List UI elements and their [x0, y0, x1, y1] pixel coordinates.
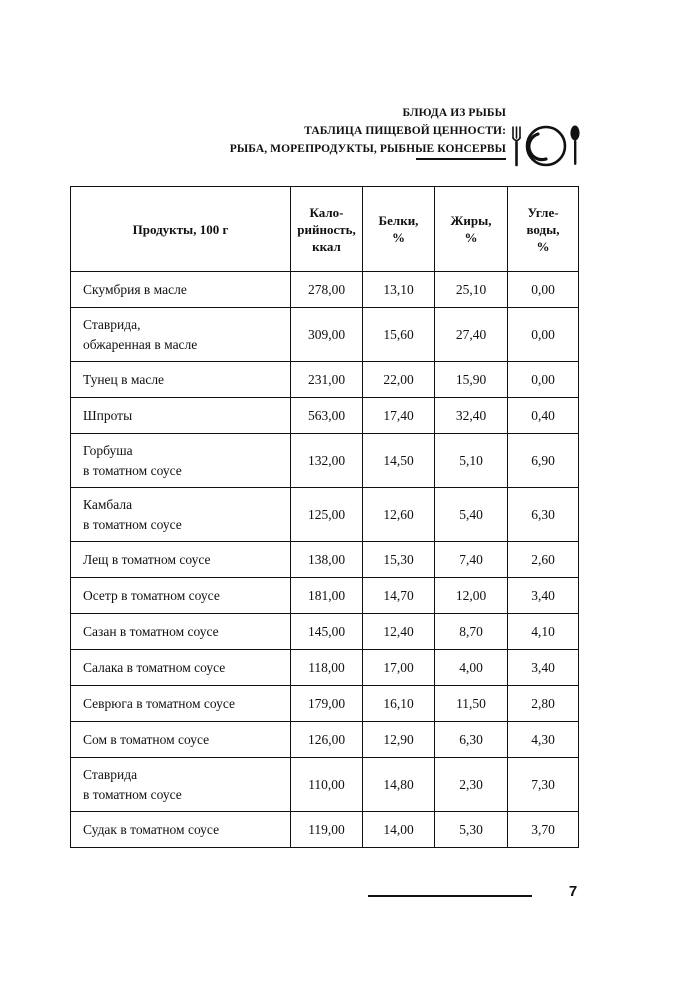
- cell-product: Лещ в томатном соусе: [71, 542, 291, 578]
- cell-product: Ставрида, обжаренная в масле: [71, 308, 291, 362]
- cell-product: Камбала в томатном соусе: [71, 488, 291, 542]
- cell-carbs: 3,70: [508, 812, 579, 848]
- cell-protein: 22,00: [363, 362, 435, 398]
- cell-fat: 2,30: [435, 758, 508, 812]
- cell-protein: 12,40: [363, 614, 435, 650]
- cell-carbs: 0,00: [508, 308, 579, 362]
- cell-carbs: 4,30: [508, 722, 579, 758]
- cell-product: Сом в томатном соусе: [71, 722, 291, 758]
- cell-product: Салака в томатном соусе: [71, 650, 291, 686]
- cell-fat: 5,40: [435, 488, 508, 542]
- cell-product: Горбуша в томатном соусе: [71, 434, 291, 488]
- table-row: [71, 758, 579, 812]
- header-chapter-title: БЛЮДА ИЗ РЫБЫ: [402, 107, 506, 119]
- cell-calories: 119,00: [291, 812, 363, 848]
- fork-icon: [513, 127, 520, 165]
- cell-product: Ставрида в томатном соусе: [71, 758, 291, 812]
- cell-fat: 8,70: [435, 614, 508, 650]
- table-row: [71, 362, 579, 398]
- cell-calories: 110,00: [291, 758, 363, 812]
- cell-calories: 181,00: [291, 578, 363, 614]
- cell-fat: 11,50: [435, 686, 508, 722]
- cell-fat: 4,00: [435, 650, 508, 686]
- table-header-row: [71, 187, 579, 272]
- column-header-carbs: Угле- воды, %: [508, 187, 579, 272]
- cell-calories: 278,00: [291, 272, 363, 308]
- cell-fat: 27,40: [435, 308, 508, 362]
- table-row: [71, 308, 579, 362]
- spoon-icon: [570, 126, 579, 166]
- cell-product: Осетр в томатном соусе: [71, 578, 291, 614]
- fork-plate-spoon-icon: [508, 121, 588, 169]
- cell-calories: 231,00: [291, 362, 363, 398]
- cell-carbs: 2,80: [508, 686, 579, 722]
- cell-calories: 118,00: [291, 650, 363, 686]
- cell-product: Севрюга в томатном соусе: [71, 686, 291, 722]
- cell-product: Скумбрия в масле: [71, 272, 291, 308]
- header-subsection-title: РЫБА, МОРЕПРОДУКТЫ, РЫБНЫЕ КОНСЕРВЫ: [229, 143, 506, 155]
- running-header: [200, 104, 506, 158]
- cell-fat: 15,90: [435, 362, 508, 398]
- column-header-product: Продукты, 100 г: [71, 187, 291, 272]
- cell-calories: 132,00: [291, 434, 363, 488]
- cell-protein: 15,30: [363, 542, 435, 578]
- cell-carbs: 2,60: [508, 542, 579, 578]
- cell-fat: 5,30: [435, 812, 508, 848]
- cell-calories: 145,00: [291, 614, 363, 650]
- cell-fat: 25,10: [435, 272, 508, 308]
- cell-protein: 12,60: [363, 488, 435, 542]
- header-section-title: ТАБЛИЦА ПИЩЕВОЙ ЦЕННОСТИ:: [304, 125, 506, 137]
- cell-fat: 7,40: [435, 542, 508, 578]
- plate-icon: [527, 127, 565, 165]
- cell-product: Сазан в томатном соусе: [71, 614, 291, 650]
- cell-protein: 14,50: [363, 434, 435, 488]
- table-row: [71, 578, 579, 614]
- cell-fat: 6,30: [435, 722, 508, 758]
- cell-calories: 138,00: [291, 542, 363, 578]
- cell-carbs: 0,00: [508, 272, 579, 308]
- nutrition-table: [70, 186, 579, 848]
- column-header-calories: Кало- рийность, ккал: [291, 187, 363, 272]
- cell-carbs: 7,30: [508, 758, 579, 812]
- table-row: [71, 650, 579, 686]
- cell-protein: 16,10: [363, 686, 435, 722]
- cell-carbs: 4,10: [508, 614, 579, 650]
- cell-carbs: 0,00: [508, 362, 579, 398]
- cell-protein: 17,40: [363, 398, 435, 434]
- cell-fat: 32,40: [435, 398, 508, 434]
- cell-fat: 5,10: [435, 434, 508, 488]
- cell-calories: 563,00: [291, 398, 363, 434]
- cell-calories: 179,00: [291, 686, 363, 722]
- cell-protein: 17,00: [363, 650, 435, 686]
- cell-fat: 12,00: [435, 578, 508, 614]
- page-number: 7: [568, 883, 578, 900]
- cell-calories: 125,00: [291, 488, 363, 542]
- cell-protein: 13,10: [363, 272, 435, 308]
- cell-protein: 14,80: [363, 758, 435, 812]
- cell-calories: 309,00: [291, 308, 363, 362]
- header-underline: [416, 158, 506, 160]
- table-row: [71, 812, 579, 848]
- cell-carbs: 6,90: [508, 434, 579, 488]
- column-header-fat: Жиры, %: [435, 187, 508, 272]
- cell-carbs: 0,40: [508, 398, 579, 434]
- cell-carbs: 3,40: [508, 650, 579, 686]
- table-row: [71, 434, 579, 488]
- table-row: [71, 542, 579, 578]
- table-row: [71, 272, 579, 308]
- table-body: [71, 272, 579, 848]
- cell-protein: 15,60: [363, 308, 435, 362]
- table-row: [71, 722, 579, 758]
- column-header-protein: Белки, %: [363, 187, 435, 272]
- table-row: [71, 398, 579, 434]
- cell-protein: 14,70: [363, 578, 435, 614]
- cell-carbs: 3,40: [508, 578, 579, 614]
- cell-product: Шпроты: [71, 398, 291, 434]
- table-row: [71, 614, 579, 650]
- cell-carbs: 6,30: [508, 488, 579, 542]
- footer-rule: [368, 895, 532, 897]
- cell-protein: 14,00: [363, 812, 435, 848]
- cell-product: Судак в томатном соусе: [71, 812, 291, 848]
- table-row: [71, 488, 579, 542]
- table-row: [71, 686, 579, 722]
- cell-calories: 126,00: [291, 722, 363, 758]
- cell-protein: 12,90: [363, 722, 435, 758]
- cell-product: Тунец в масле: [71, 362, 291, 398]
